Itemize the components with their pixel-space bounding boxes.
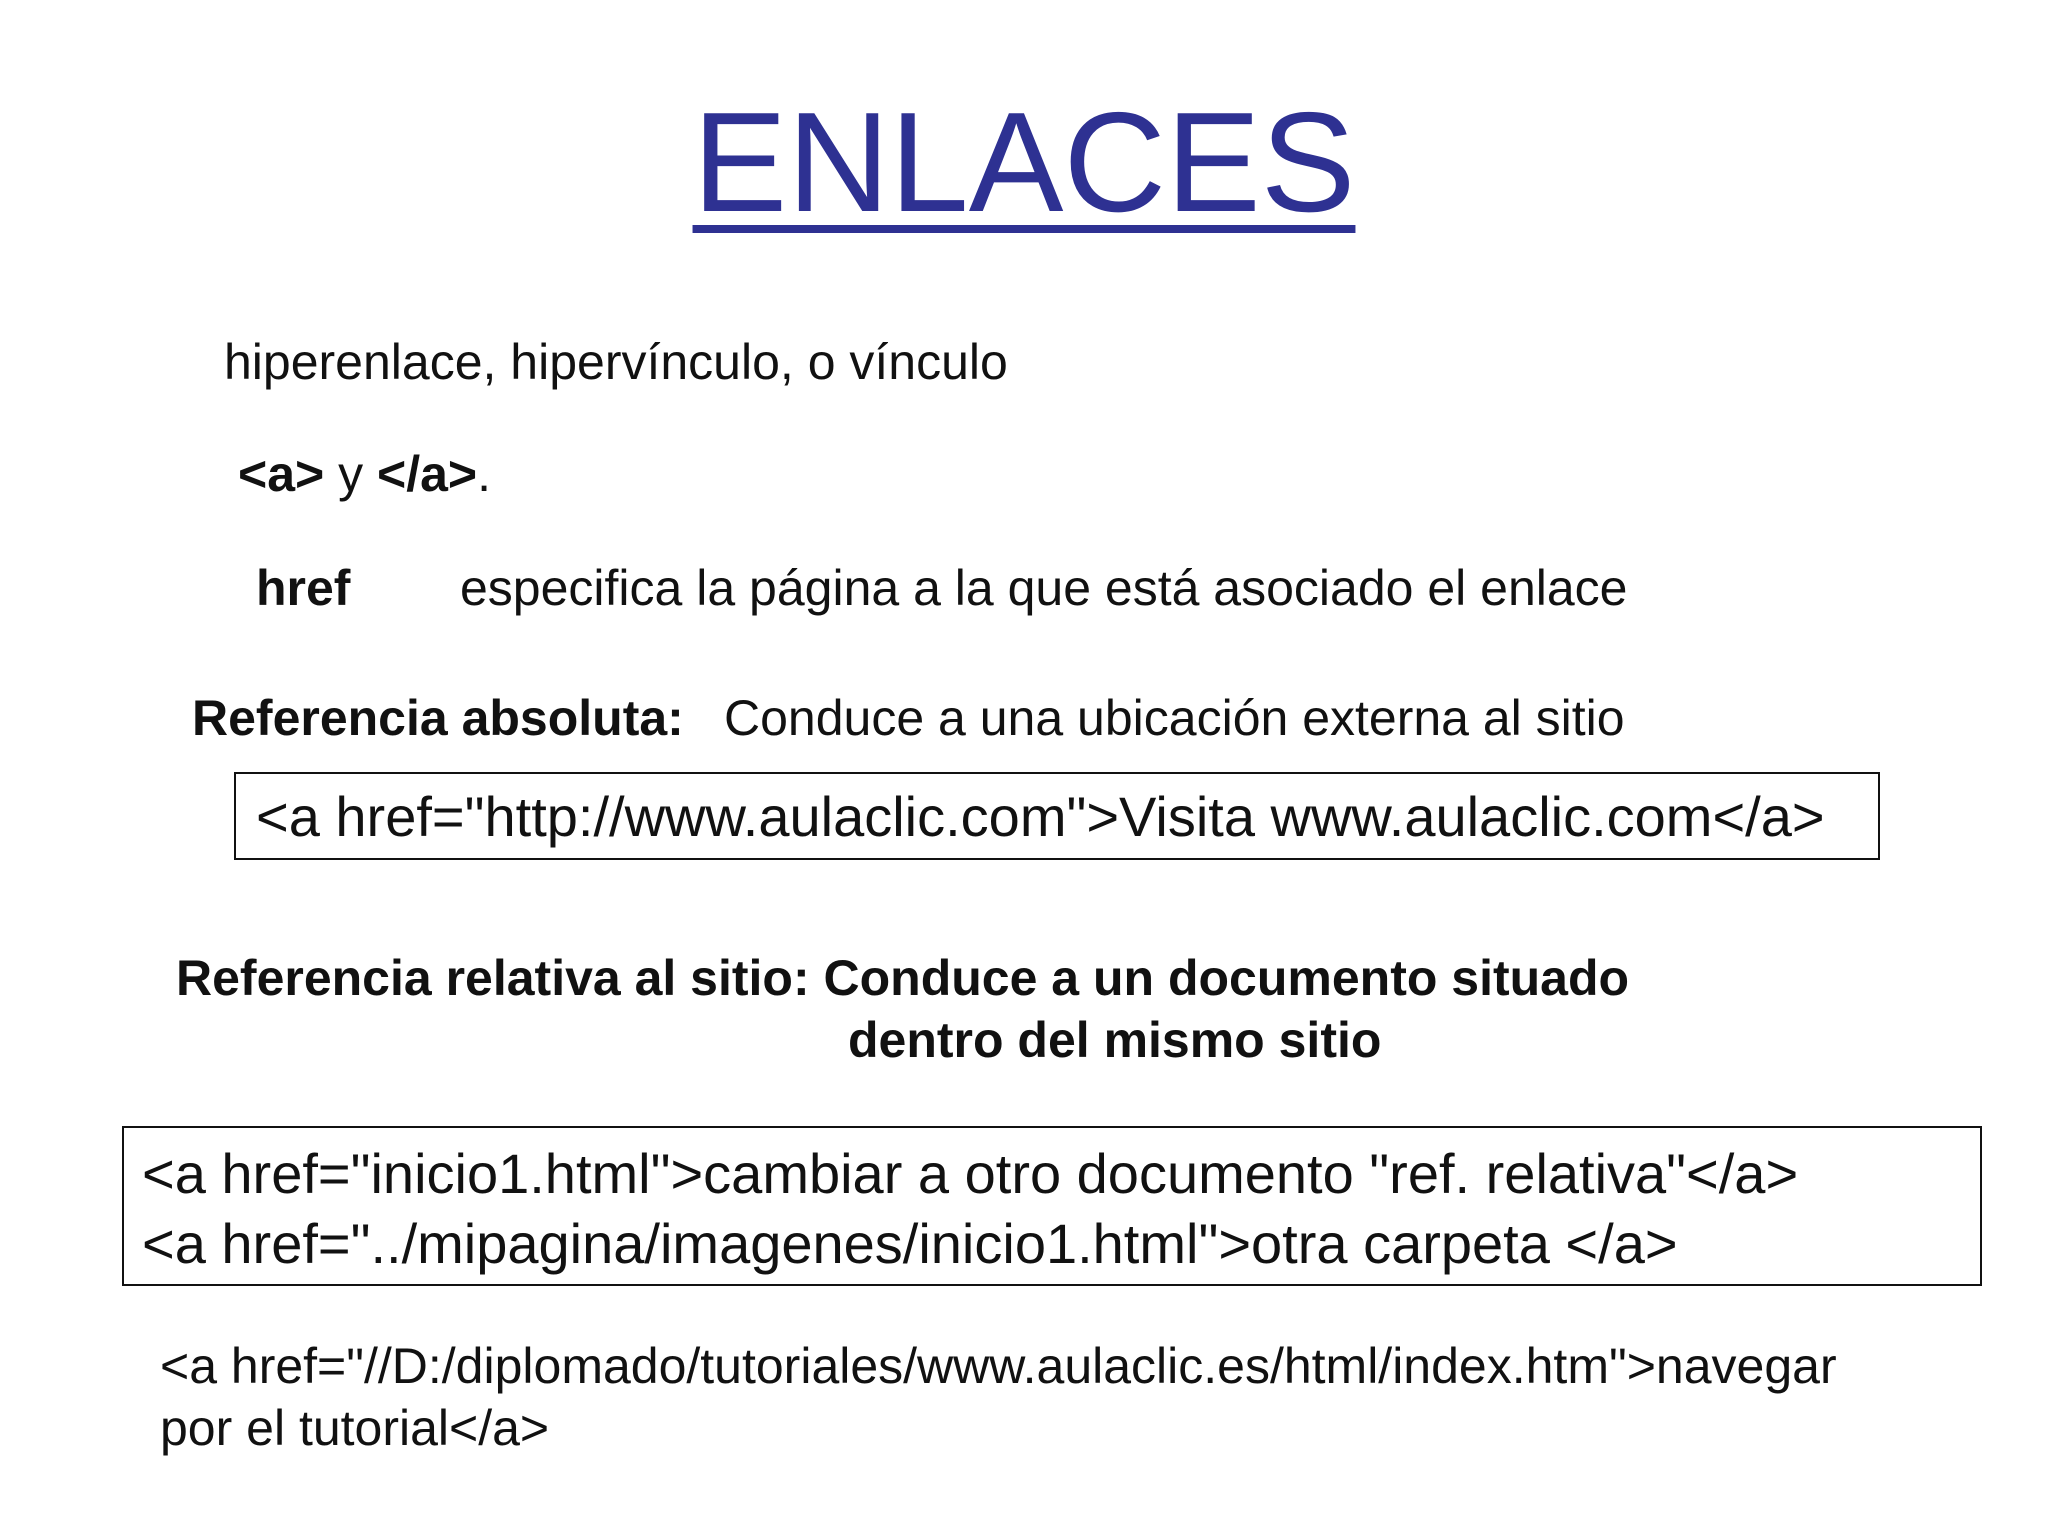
absolute-reference-description: Conduce a una ubicación externa al sitio [724, 690, 1625, 746]
relative-reference-code-box [122, 1126, 1982, 1286]
tag-connector: y [324, 446, 378, 502]
relative-reference-label-line2: dentro del mismo sitio [848, 1012, 1382, 1068]
href-description: especifica la página a la que está asociado el enlace [460, 560, 1628, 616]
navigation-example-line1: <a href="//D:/diplomado/tutoriales/www.aulaclic.es/html/index.htm">navegar [160, 1338, 1837, 1394]
tag-period: . [477, 446, 492, 502]
tag-pair-text [238, 444, 491, 504]
absolute-reference-label: Referencia absoluta: [192, 690, 684, 746]
synonyms-text: hiperenlace, hipervínculo, o vínculo [224, 334, 1008, 390]
relative-reference-code-line1: <a href="inicio1.html">cambiar a otro documento "ref. relativa"</a> [142, 1142, 1799, 1205]
navigation-example-line2: por el tutorial</a> [160, 1400, 550, 1456]
absolute-reference-code-box [234, 772, 1880, 860]
href-label: href [256, 560, 351, 616]
close-tag: </a> [377, 446, 478, 502]
absolute-reference-code: <a href="http://www.aulaclic.com">Visita www.aulaclic.com</a> [256, 785, 1825, 848]
relative-reference-code-line2: <a href="../mipagina/imagenes/inicio1.html">otra carpeta </a> [142, 1212, 1678, 1275]
open-tag: <a> [238, 446, 325, 502]
slide-title: ENLACES [692, 83, 1356, 242]
relative-reference-label-line1: Referencia relativa al sitio: Conduce a un documento situado [176, 950, 1630, 1006]
